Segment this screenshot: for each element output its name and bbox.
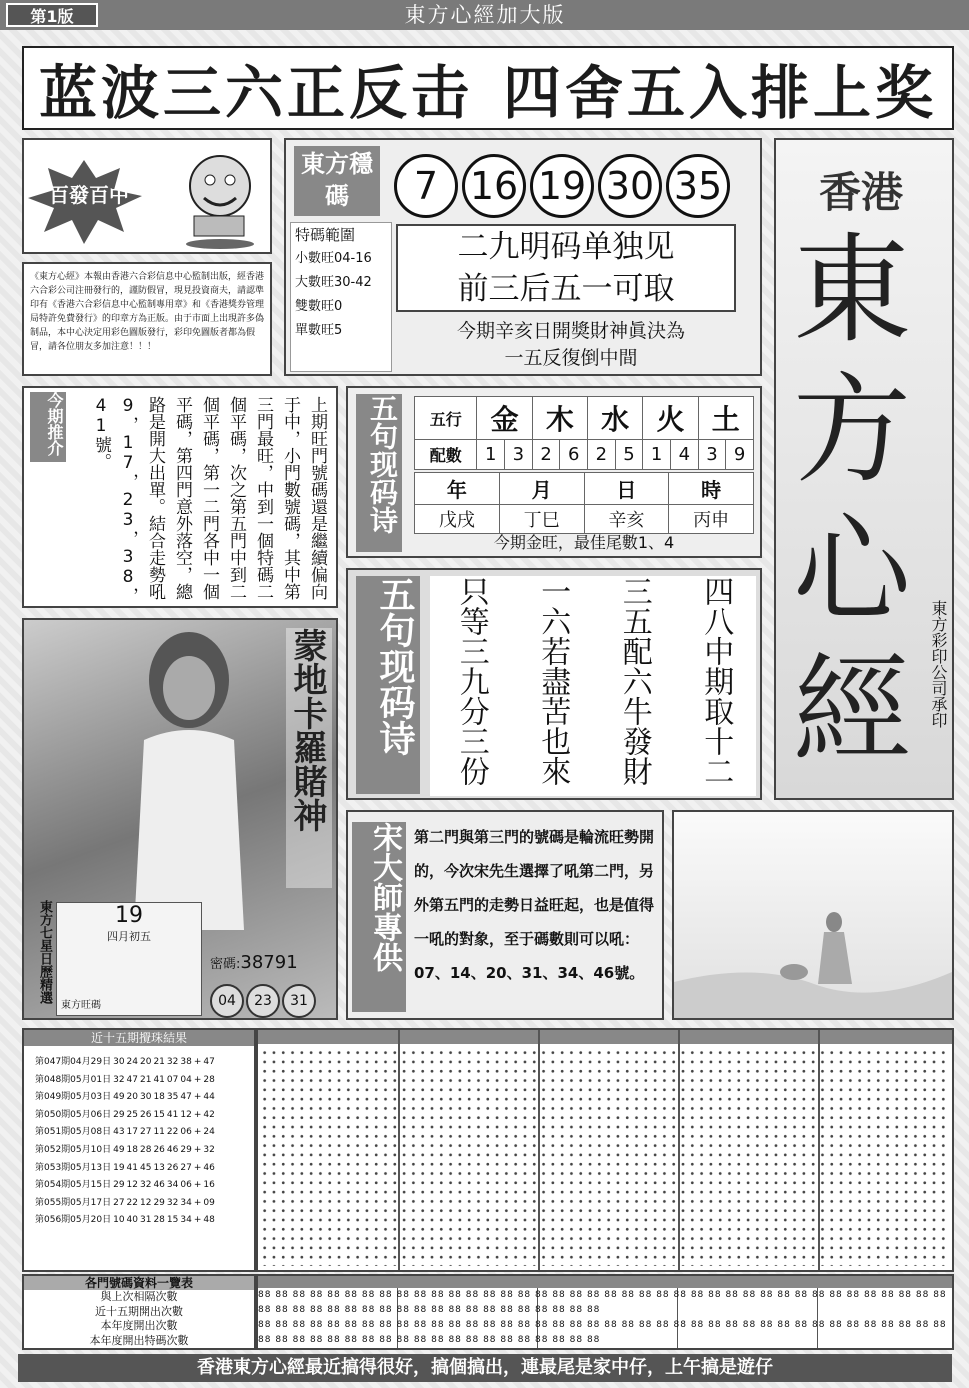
peishu-cell: 2 [532,440,560,470]
peishu-cell: 2 [588,440,616,470]
table-row: 第047期04月29日 30 24 20 21 32 38 + 47 [34,1054,216,1072]
special-code-label: 東方穩碼 [294,146,380,216]
table-row: 第049期05月03日 49 20 30 18 35 47 + 44 [34,1089,216,1107]
hint-line: 二九明码单独见 [457,229,675,265]
code-line [210,952,298,973]
peishu-cell: 5 [615,440,643,470]
brand-title [782,220,922,780]
brand-title-char: 心 [792,501,911,639]
stats-placeholder: 88 88 88 88 88 88 88 88 88 88 88 88 88 88 88 88 88 88 88 88 88 88 88 88 88 88 88 88 88 88 88 88 88 88 88 88 88 88 88 88 88 88 88 88 88 88 88 88 88 88 88 88 88 88 88 88 88 88 88 88 88 88 88 88 88 88 88 88 88 88 88 88 88 88 88 88 88 88 88 88 88 88 88 88 88 88 88 88 88 88 88 88 88 88 88 88 88 88 88 88 88 88 88 88 88 88 88 88 88 88 88 88 88 88 88 88 88 88 88 88 [258,1290,947,1345]
master-panel [346,810,664,1020]
calendar-label: 東方七星日歷精選 [37,900,52,1004]
table-row: 第056期05月20日 10 40 31 28 15 34 + 48 [34,1212,216,1230]
history-num: 34 [180,1215,192,1226]
element-cell: 金 [477,397,532,440]
stats-title: 各門號碼資料一覽表 [24,1276,254,1290]
intro-notice: 《東方心經》本報由香港六合彩信息中心監制出版，經香港六合彩公司注冊發行的，謹防假冒，現見投資商夫，請認準印有《香港六合彩信息中心監制專用章》和《香港獎券管理局特許免費發行》的印章方為正版。由于市面上出現許多偽制品，本中心決定用彩色圖版發行，彩印免圖版者都為假冒，請各位朋友多加注意！！！ [22,262,272,376]
range-item: 單數旺5 [295,323,343,338]
history-special: 44 [203,1092,215,1103]
photo-caption: 蒙地卡羅賭神 [286,628,332,888]
history-num: 30 [113,1057,125,1067]
time-value: 戊戌 [415,505,500,534]
printer-credit: 東方彩印公司承印 [929,600,948,728]
peishu-cell: 3 [698,440,726,470]
hint-line: 前三后五一可取 [457,271,675,307]
calendar-sub: 四月初五 [107,930,151,943]
history-num: 49 [113,1092,125,1103]
master-text: 第二門與第三門的號碼是輪流旺勢開的，今次宋先生選擇了吼第二門，另外第五門的走勢日益旺起，也是值得一吼的對象，至于碼數則可以吼：07、14、20、31、34、46號。 [414,828,655,982]
history-num: 20 [140,1057,152,1067]
history-num: 41 [153,1074,165,1085]
time-header: 年 [415,473,500,505]
time-value: 丁巳 [499,505,584,534]
stats-grid [256,1274,954,1350]
history-num: 15 [166,1215,179,1226]
time-header: 時 [669,473,754,505]
wuxing-table [414,396,754,470]
peishu-cell: 1 [477,440,505,470]
history-num: 31 [140,1215,152,1226]
history-num: 22 [166,1127,179,1138]
history-num: 29 [153,1197,165,1208]
brand-title-char: 經 [792,641,911,779]
time-header: 日 [584,473,669,505]
history-num: 27 [113,1197,125,1208]
table-row: 第055期05月17日 27 22 12 29 32 34 + 09 [34,1195,216,1213]
range-item: 小數旺04-16 [295,251,372,266]
history-title: 近十五期攪珠結果 [24,1030,254,1046]
history-num: 12 [180,1109,192,1120]
poem2-line: 一六若盡苦也來 [535,576,571,786]
ball: 23 [246,984,280,1018]
stats-panel [22,1274,256,1350]
history-num: 19 [113,1162,125,1173]
poem2-line: 三五配六牛發財 [616,576,652,786]
history-date: 第050期05月06日 [35,1109,112,1120]
master-label: 宋大師專供 [352,822,406,1012]
special-code-panel [284,138,762,376]
poem1-panel [346,386,762,558]
history-num: 13 [153,1162,165,1173]
code-value: 38791 [240,952,298,973]
woman-photo-icon [104,630,274,930]
brand-title-char: 方 [792,361,911,499]
history-num: 25 [126,1109,138,1120]
history-num: 18 [153,1092,165,1103]
history-special: 42 [203,1109,215,1120]
history-num: 06 [180,1127,192,1138]
stats-row-label: 本年度開出次數 [100,1319,178,1332]
history-num: 32 [166,1057,179,1067]
stats-row-label: 近十五期開出次數 [95,1304,183,1318]
history-num: 10 [113,1215,125,1226]
history-num: 17 [126,1127,138,1138]
history-num: 46 [166,1144,179,1155]
history-num: 11 [153,1127,165,1138]
special-number: 35 [666,154,730,218]
poem2-label: 五句现码诗 [356,576,420,794]
history-special: 16 [203,1180,215,1191]
history-date: 第056期05月20日 [35,1215,112,1226]
history-num: 45 [140,1162,152,1173]
trend-grid [256,1028,954,1272]
history-num: 41 [166,1109,179,1120]
history-special: 28 [203,1074,215,1085]
history-date: 第054期05月15日 [35,1180,112,1191]
note-line: 一五反復倒中間 [504,347,638,369]
special-number: 30 [598,154,662,218]
history-num: 20 [126,1092,138,1103]
history-num: 29 [113,1180,125,1191]
intro-panel-label: 今期推介 [30,392,66,462]
element-cell: 木 [532,397,587,440]
history-num: 43 [113,1127,125,1138]
hint-box [396,224,736,312]
table-row: 第048期05月01日 32 47 21 41 07 04 + 28 [34,1072,216,1090]
history-num: 34 [180,1197,192,1208]
special-number: 16 [462,154,526,218]
calendar-card [56,902,202,1016]
history-num: 18 [126,1144,138,1155]
history-num: 12 [126,1180,138,1191]
history-num: 49 [113,1144,125,1155]
ball: 31 [282,984,316,1018]
history-num: 26 [140,1109,152,1120]
peishu-title: 配數 [415,440,477,470]
history-num: 12 [140,1197,152,1208]
intro-panel [22,386,338,608]
history-num: 28 [153,1215,165,1226]
peishu-cell: 1 [643,440,671,470]
history-num: 21 [140,1074,152,1085]
poem2-lines [430,576,756,796]
table-row: 第052期05月10日 49 18 28 26 46 29 + 32 [34,1142,216,1160]
intro-panel-text: 上期旺門號碼還是繼續偏向于中，小門數號碼，其中第三門最旺，中到一個特碼二個平碼，次之第五門中到二個平碼，第一二門各中一個平碼，第四門意外落空，總路是開大出單。結合走勢吼9，17，23，38，41號。 [91,396,327,604]
cartoon-panel [22,138,272,254]
brand-panel [774,138,954,800]
table-row: 第051期05月08日 43 17 27 11 22 06 + 24 [34,1124,216,1142]
note-line: 今期辛亥日開獎財神眞決為 [456,320,685,342]
history-special: 24 [203,1127,215,1138]
photo-panel [22,618,338,1020]
headline [22,46,954,130]
poem1-label: 五句现码诗 [356,394,402,552]
ball: 04 [210,984,244,1018]
landscape-panel [672,810,954,1020]
history-num: 32 [140,1180,152,1191]
history-num: 21 [153,1057,165,1067]
special-number-row [394,154,754,214]
time-value: 辛亥 [584,505,669,534]
history-table [34,1054,216,1230]
poem2-panel [346,568,762,800]
history-num: 24 [126,1057,138,1067]
history-num: 26 [153,1144,165,1155]
history-special: 48 [203,1215,215,1226]
range-item: 大數旺30-42 [295,275,372,290]
history-panel [22,1028,256,1272]
brand-title-char: 東 [792,221,911,359]
history-num: 38 [180,1057,192,1067]
history-date: 第048期05月01日 [35,1074,112,1085]
table-row: 第050期05月06日 29 25 26 15 41 12 + 42 [34,1107,216,1125]
element-cell: 土 [698,397,753,440]
peishu-cell: 6 [560,440,588,470]
history-date: 第051期05月08日 [35,1127,112,1138]
peishu-cell: 9 [726,440,754,470]
history-num: 35 [166,1092,179,1103]
history-special: 46 [203,1162,215,1173]
peishu-cell: 3 [505,440,533,470]
footer-slogan: 香港東方心經最近搞得很好，搞個搞出，連最尾是家中仔，上午搞是遊仔 [18,1354,952,1382]
history-num: 29 [180,1144,192,1155]
time-value: 丙申 [669,505,754,534]
history-date: 第049期05月03日 [35,1092,112,1103]
stats-row-label: 本年度開出特碼次數 [89,1333,189,1347]
history-num: 40 [126,1215,138,1226]
history-special: 09 [203,1197,215,1208]
history-num: 27 [140,1127,152,1138]
poem1-footer: 今期金旺，最佳尾數1、4 [493,533,675,552]
element-cell: 水 [588,397,643,440]
table-row: 第053期05月13日 19 41 45 13 26 27 + 46 [34,1160,216,1178]
special-number: 19 [530,154,594,218]
badge-text: 百發百中 [49,183,129,207]
stats-row-label: 與上次相隔次數 [100,1290,178,1303]
brand-hk: 香港 [818,168,903,217]
history-num: 07 [166,1074,179,1085]
history-date: 第053期05月13日 [35,1162,112,1173]
time-header: 月 [499,473,584,505]
range-item: 雙數旺0 [295,299,343,314]
element-cell: 火 [643,397,698,440]
history-num: 32 [113,1074,125,1085]
history-num: 47 [180,1092,192,1103]
calendar-footer: 東方旺碼 [61,1000,101,1011]
history-num: 41 [126,1162,138,1173]
table-row: 第054期05月15日 29 12 32 46 34 06 + 16 [34,1177,216,1195]
ball-row [210,984,316,1018]
history-num: 28 [140,1144,152,1155]
publication-name: 東方心經加大版 [404,3,566,27]
range-box [290,222,392,372]
poem2-line: 只等三九分三份 [453,576,489,786]
scholar-painting-icon [674,812,952,1018]
history-num: 06 [180,1180,192,1191]
history-num: 34 [166,1180,179,1191]
history-num: 29 [113,1109,125,1120]
headline-right: 四舍五入排上奖 [503,59,938,127]
grid-header [258,1030,952,1044]
special-number: 7 [394,154,458,218]
history-date: 第047期04月29日 [35,1057,112,1067]
range-title: 特碼範圍 [295,226,356,244]
history-num: 04 [180,1074,192,1085]
history-num: 30 [140,1092,152,1103]
code-label: 密碼: [210,957,241,972]
time-table [414,472,754,534]
history-num: 15 [153,1109,165,1120]
history-num: 22 [126,1197,138,1208]
dot-matrix [260,1048,950,1266]
history-special: 47 [203,1057,215,1067]
history-num: 47 [126,1074,138,1085]
history-date: 第055期05月17日 [35,1197,112,1208]
history-num: 27 [180,1162,192,1173]
note-box [396,318,746,374]
history-date: 第052期05月10日 [35,1144,112,1155]
history-num: 46 [153,1180,165,1191]
poem2-line: 四八中期取十二 [698,576,734,786]
history-num: 32 [166,1197,179,1208]
edition-label: 第1版 [6,3,98,27]
wuxing-title: 五行 [415,397,477,440]
history-num: 26 [166,1162,179,1173]
calendar-day: 19 [115,903,143,928]
headline-left: 蓝波三六正反击 [38,59,473,127]
history-special: 32 [203,1144,215,1155]
peishu-cell: 4 [670,440,698,470]
